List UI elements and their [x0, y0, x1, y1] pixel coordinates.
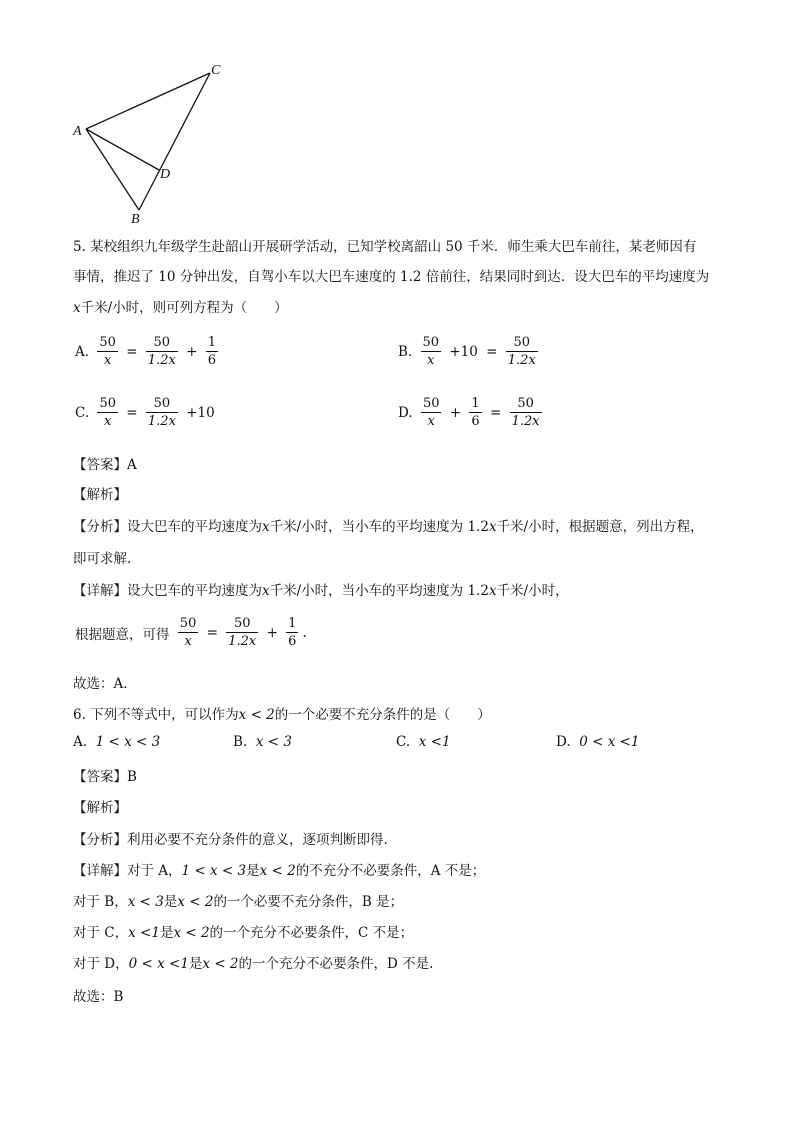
answer-tag: 【答案】	[73, 769, 127, 785]
line-math: x < 2	[259, 863, 296, 879]
option-math: x < 3	[255, 734, 292, 750]
q5-fenxi-line1	[73, 515, 704, 535]
q6-xiangjie-line4	[73, 952, 433, 972]
numerator: 50	[422, 396, 440, 411]
line-math: 0 < x <1	[128, 956, 189, 972]
option-math: x <1	[418, 734, 451, 750]
fraction	[97, 396, 118, 429]
q6-analysis-tag: 【解析】	[73, 800, 127, 816]
option-label: B.	[233, 734, 248, 750]
q5-stem-line1: 5. 某校组织九年级学生赴韶山开展研学活动，已知学校离韶山 50 千米．师生乘大巴车前往，某老师因有	[73, 239, 697, 255]
line-post: 的一个充分不必要条件，D 不是.	[238, 956, 434, 972]
q6-xiangjie-line3	[73, 921, 413, 941]
option-math: 0 < x <1	[579, 734, 640, 750]
denominator: x	[103, 353, 112, 368]
q6-fenxi	[73, 828, 388, 848]
fenxi-tag: 【分析】	[73, 519, 127, 535]
numerator: 50	[179, 616, 197, 631]
line-math: x < 3	[127, 894, 164, 910]
q6-answer	[73, 765, 137, 785]
denominator: 1.2x	[511, 414, 540, 429]
numerator: 50	[422, 335, 440, 350]
line-post: 的一个充分不必要条件，C 不是；	[209, 925, 414, 941]
q6-final: 故选：B	[73, 989, 124, 1005]
option-label: C.	[75, 404, 90, 421]
line-mid: 是	[163, 894, 178, 910]
point-label-d: D	[160, 167, 171, 182]
q5-option-a	[73, 335, 220, 368]
numerator: 1	[207, 335, 216, 350]
fenxi-text: 千米/小时，当小车的平均速度为 1.2	[269, 519, 489, 535]
fraction	[506, 335, 538, 368]
option-label: C.	[396, 734, 411, 750]
line-math: 1 < x < 3	[181, 863, 247, 879]
fraction	[97, 335, 118, 368]
xiangjie-text: 千米/小时，当小车的平均速度为 1.2	[269, 583, 489, 599]
point-label-b: B	[131, 212, 140, 227]
plus-ten: +10	[186, 404, 215, 421]
plus: +	[186, 343, 198, 360]
segment-ab	[86, 129, 139, 210]
var-x: x	[488, 583, 497, 599]
fenxi-text: 设大巴车的平均速度为	[127, 519, 262, 535]
denominator: 6	[288, 634, 297, 649]
q6-option-b	[233, 734, 292, 750]
period: .	[302, 624, 307, 641]
q5-stem-var: x	[73, 300, 81, 316]
q6-stem-math: x < 2	[238, 707, 275, 723]
line-pre: 对于 A，	[127, 863, 182, 879]
q5-stem-line3-rest: 千米/小时，则可列方程为（ ）	[80, 300, 288, 316]
q6-xiangjie-line2	[73, 890, 403, 910]
line-math: x <1	[128, 925, 160, 941]
fraction	[206, 335, 218, 368]
option-label: D.	[398, 404, 413, 421]
equals: =	[126, 404, 138, 421]
line-post: 的一个必要不充分条件，B 是；	[213, 894, 404, 910]
answer-tag: 【答案】	[73, 457, 127, 473]
line-mid: 是	[159, 925, 174, 941]
numerator: 50	[99, 335, 116, 350]
line-pre: 对于 D，	[73, 956, 129, 972]
option-label: A.	[75, 343, 90, 360]
fraction	[286, 616, 298, 649]
option-math: 1 < x < 3	[95, 734, 161, 750]
q6-option-c	[396, 734, 451, 750]
numerator: 50	[506, 335, 538, 352]
segment-ac	[86, 73, 210, 129]
answer-value: A	[127, 457, 137, 473]
denominator: 1.2x	[147, 353, 176, 368]
numerator: 50	[146, 335, 178, 352]
line-pre: 对于 C，	[73, 925, 129, 941]
line-post: 的不充分不必要条件，A 不是；	[295, 863, 486, 879]
denominator: x	[104, 414, 112, 429]
xiangjie-text: 千米/小时，	[496, 583, 569, 599]
denominator: 6	[471, 414, 480, 429]
fraction	[178, 616, 199, 649]
xiangjie-text: 根据题意，可得	[75, 626, 170, 643]
line-pre: 对于 B，	[73, 894, 128, 910]
fraction	[146, 335, 178, 368]
xiangjie-tag: 【详解】	[73, 583, 127, 599]
q6-xiangjie-line1	[73, 859, 485, 879]
numerator: 50	[99, 396, 116, 411]
fenxi-text: 利用必要不充分条件的意义，逐项判断即得.	[127, 832, 388, 848]
denominator: 1.2x	[507, 353, 536, 368]
denominator: 1.2x	[147, 414, 176, 429]
answer-value: B	[127, 769, 137, 785]
q6-option-a	[73, 734, 160, 750]
q5-analysis-tag: 【解析】	[73, 487, 127, 503]
q5-option-b	[396, 335, 540, 368]
var-x: x	[262, 519, 270, 535]
numerator: 50	[226, 616, 258, 633]
q6-stem-text: 的一个必要不充分条件的是（ ）	[274, 707, 491, 723]
q6-stem	[73, 703, 491, 723]
q5-xiangjie-line2	[73, 616, 309, 649]
fenxi-tag: 【分析】	[73, 832, 127, 848]
q5-option-d	[396, 396, 544, 429]
denominator: x	[427, 414, 435, 429]
q5-xiangjie-line1	[73, 579, 569, 599]
fraction	[146, 396, 178, 429]
xiangjie-tag: 【详解】	[73, 863, 127, 879]
q5-stem-line2: 事情，推迟了 10 分钟出发，自驾小车以大巴车速度的 1.2 倍前往，结果同时到达．设大巴车的平均速度为	[73, 269, 710, 285]
plus: +	[449, 404, 462, 421]
var-x: x	[488, 519, 497, 535]
option-label: D.	[556, 734, 571, 750]
plus: +	[266, 624, 278, 641]
xiangjie-text: 设大巴车的平均速度为	[127, 583, 262, 599]
denominator: 6	[207, 353, 216, 368]
option-label: B.	[398, 343, 413, 360]
q6-option-d	[556, 734, 640, 750]
line-math: x < 2	[202, 956, 239, 972]
q5-option-c	[73, 396, 217, 429]
line-mid: 是	[188, 956, 203, 972]
q6-stem-text: 6. 下列不等式中，可以作为	[73, 707, 239, 723]
segment-ad	[86, 129, 159, 170]
denominator: x	[427, 353, 435, 368]
segment-cb	[139, 73, 210, 210]
fraction	[469, 396, 481, 429]
point-label-a: A	[73, 124, 82, 139]
equals: =	[489, 404, 502, 421]
var-x: x	[262, 583, 270, 599]
equals: =	[486, 343, 498, 360]
fraction	[421, 396, 442, 429]
line-math: x < 2	[173, 925, 210, 941]
numerator: 1	[288, 616, 297, 631]
line-math: x < 2	[177, 894, 214, 910]
q5-answer	[73, 453, 137, 473]
option-label: A.	[73, 734, 88, 750]
q5-stem-line3	[73, 296, 288, 316]
fraction	[510, 396, 542, 429]
denominator: 1.2x	[228, 634, 257, 649]
q5-final: 故选：A.	[73, 676, 128, 692]
triangle-figure	[60, 58, 240, 228]
equals: =	[206, 624, 218, 641]
numerator: 50	[146, 396, 178, 413]
line-mid: 是	[246, 863, 260, 879]
numerator: 1	[471, 396, 480, 411]
denominator: x	[184, 634, 192, 649]
plus-ten: +10	[449, 343, 478, 360]
fenxi-text: 千米/小时，根据题意，列出方程，	[496, 519, 704, 535]
point-label-c: C	[211, 63, 221, 78]
equals: =	[126, 343, 138, 360]
fraction	[421, 335, 442, 368]
q5-fenxi-line2: 即可求解.	[73, 551, 132, 567]
fraction	[226, 616, 258, 649]
numerator: 50	[510, 396, 542, 413]
